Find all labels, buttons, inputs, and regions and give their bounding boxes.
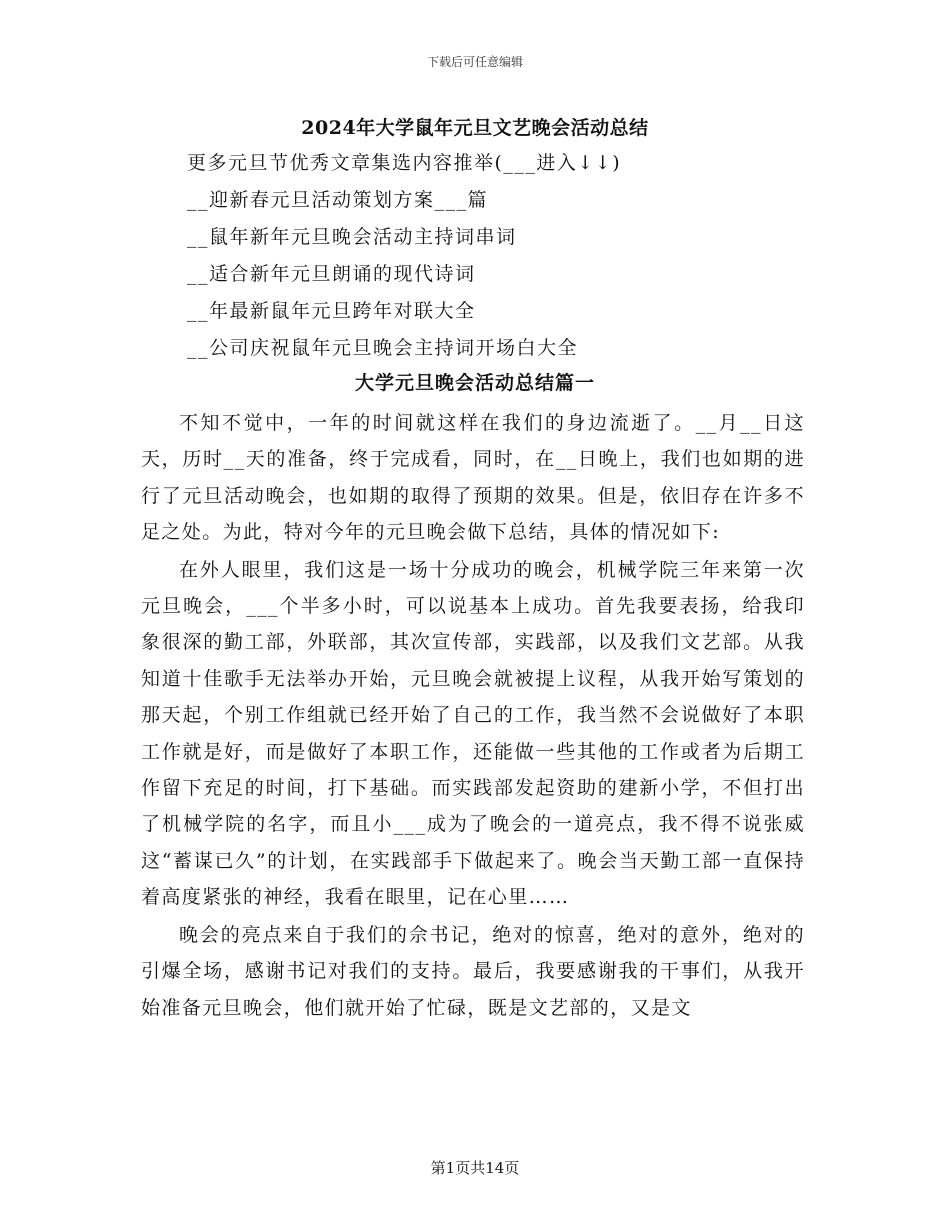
recommend-link-item[interactable]: __公司庆祝鼠年元旦晚会主持词开场白大全 — [187, 337, 579, 359]
recommend-link-item[interactable]: __年最新鼠年元旦跨年对联大全 — [187, 300, 476, 322]
body-paragraph: 不知不觉中，一年的时间就这样在我们的身边流逝了。__月__日这天，历时__天的准备，终于完成看，同时，在__日晚上，我们也如期的进行了元旦活动晚会，也如期的取得了预期的效果。但是，依旧存在许多不足之处。为此，特对今年的元旦晚会做下总结，具体的情况如下: — [141, 412, 805, 544]
page-footer: 第1页共14页 — [430, 1159, 520, 1177]
header-note: 下载后可任意编辑 — [426, 55, 523, 69]
recommend-list — [187, 147, 827, 369]
document-title: 2024年大学鼠年元旦文艺晚会活动总结 — [301, 117, 649, 139]
section-title: 大学元旦晚会活动总结篇一 — [354, 372, 595, 394]
body-paragraph: 晚会的亮点来自于我们的佘书记，绝对的惊喜，绝对的意外，绝对的引爆全场，感谢书记对我们的支持。最后，我要感谢我的干事们，从我开始准备元旦晚会，他们就开始了忙碌，既是文艺部的，又是文 — [141, 923, 805, 1019]
recommend-intro: 更多元旦节优秀文章集选内容推举(___进入↓↓) — [187, 152, 622, 174]
recommend-link-item[interactable]: __适合新年元旦朗诵的现代诗词 — [187, 263, 476, 285]
section-body — [141, 405, 805, 1027]
recommend-link-item[interactable]: __鼠年新年元旦晚会活动主持词串词 — [187, 226, 517, 248]
recommend-link-item[interactable]: __迎新春元旦活动策划方案___篇 — [187, 189, 489, 211]
body-paragraph: 在外人眼里，我们这是一场十分成功的晚会，机械学院三年来第一次元旦晚会，___个半多小时，可以说基本上成功。首先我要表扬，给我印象很深的勤工部，外联部，其次宣传部，实践部，以及我们文艺部。从我知道十佳歌手无法举办开始，元旦晚会就被提上议程，从我开始写策划的那天起，个别工作组就已经开始了自己的工作，我当然不会说做好了本职工作就是好，而是做好了本职工作，还能做一些其他的工作或者为后期工作留下充足的时间，打下基础。而实践部发起资助的建新小学，不但打出了机械学院的名字，而且小___成为了晚会的一道亮点，我不得不说张威这“蓄谋已久”的计划，在实践部手下做起来了。晚会当天勤工部一直保持着高度紧张的神经，我看在眼里，记在心里…… — [141, 558, 805, 909]
